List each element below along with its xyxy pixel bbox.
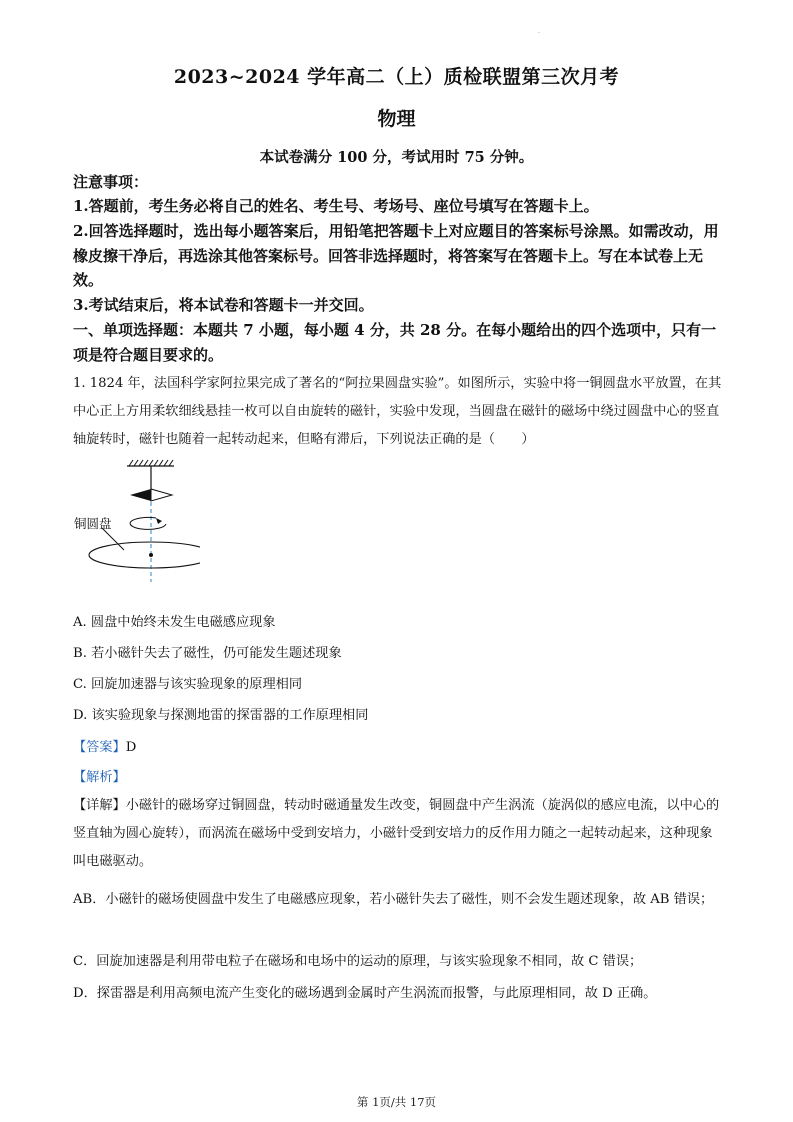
detail-paragraph (73, 792, 723, 876)
scan-dot: . (538, 28, 540, 35)
figure-label: 铜圆盘 (74, 516, 112, 531)
page-number: 第 1页/共 17页 (356, 1095, 437, 1109)
section-heading: 一、单项选择题：本题共 7 小题，每小题 4 分，共 28 分。在每小题给出的四个选项中，只有一项是符合题目要求的。 (73, 321, 717, 364)
explain-d: D．探雷器是利用高频电流产生变化的磁场遇到金属时产生涡流而报警，与此原理相同，故 D 正确。 (73, 986, 657, 1001)
answer-tag: 【答案】 (73, 740, 126, 755)
explain-c: C．回旋加速器是利用带电粒子在磁场和电场中的运动的原理，与该实验现象不相同，故 C 错误； (73, 954, 643, 969)
notice-item-1: 1.答题前，考生务必将自己的姓名、考生号、考场号、座位号填写在答题卡上。 (73, 197, 599, 215)
notice-item-2: 2.回答选择题时，选出每小题答案后，用铅笔把答题卡上对应题目的答案标号涂黑。如需改动，用橡皮擦干净后，再选涂其他答案标号。回答非选择题时，将答案写在答题卡上。写在本试卷上无效。 (73, 222, 719, 289)
page-title: 2023~2024 学年高二（上）质检联盟第三次月考 (173, 66, 620, 88)
detail-text: 小磁针的磁场穿过铜圆盘，转动时磁通量发生改变，铜圆盘中产生涡流（旋涡似的感应电流，以中心的竖直轴为圆心旋转），而涡流在磁场中受到安培力，小磁针受到安培力的反作用力随之一起转动起来，这种现象叫电磁驱动。 (73, 798, 720, 869)
option-c: C. 回旋加速器与该实验现象的原理相同 (73, 677, 303, 692)
exam-info: 本试卷满分 100 分，考试用时 75 分钟。 (259, 149, 534, 166)
notice-item-3: 3.考试结束后，将本试卷和答题卡一并交回。 (73, 296, 374, 314)
explain-ab: AB．小磁针的磁场使圆盘中发生了电磁感应现象，若小磁针失去了磁性，则不会发生题述现象，故 AB 错误； (73, 892, 714, 907)
answer-line (73, 736, 136, 755)
analysis-tag: 【解析】 (73, 770, 126, 785)
question-stem: 1. 1824 年，法国科学家阿拉果完成了著名的“阿拉果圆盘实验”。如图所示，实验中将一铜圆盘水平放置，在其中心正上方用柔软细线悬挂一枚可以自由旋转的磁针，实验中发现，当圆盘在磁针的磁场中绕过圆盘中心的竖直轴旋转时，磁针也随着一起转动起来，但略有滞后，下列说法正确的是（ ） (73, 376, 722, 447)
analysis-line (73, 766, 126, 785)
option-d: D. 该实验现象与探测地雷的探雷器的工作原理相同 (73, 708, 369, 723)
subject-title: 物理 (377, 108, 416, 130)
detail-tag: 【详解】 (73, 798, 126, 813)
answer-value: D (125, 740, 137, 755)
option-a: A. 圆盘中始终未发生电磁感应现象 (73, 615, 276, 630)
option-b: B. 若小磁针失去了磁性，仍可能发生题述现象 (73, 646, 342, 661)
notice-heading: 注意事项： (73, 173, 149, 191)
